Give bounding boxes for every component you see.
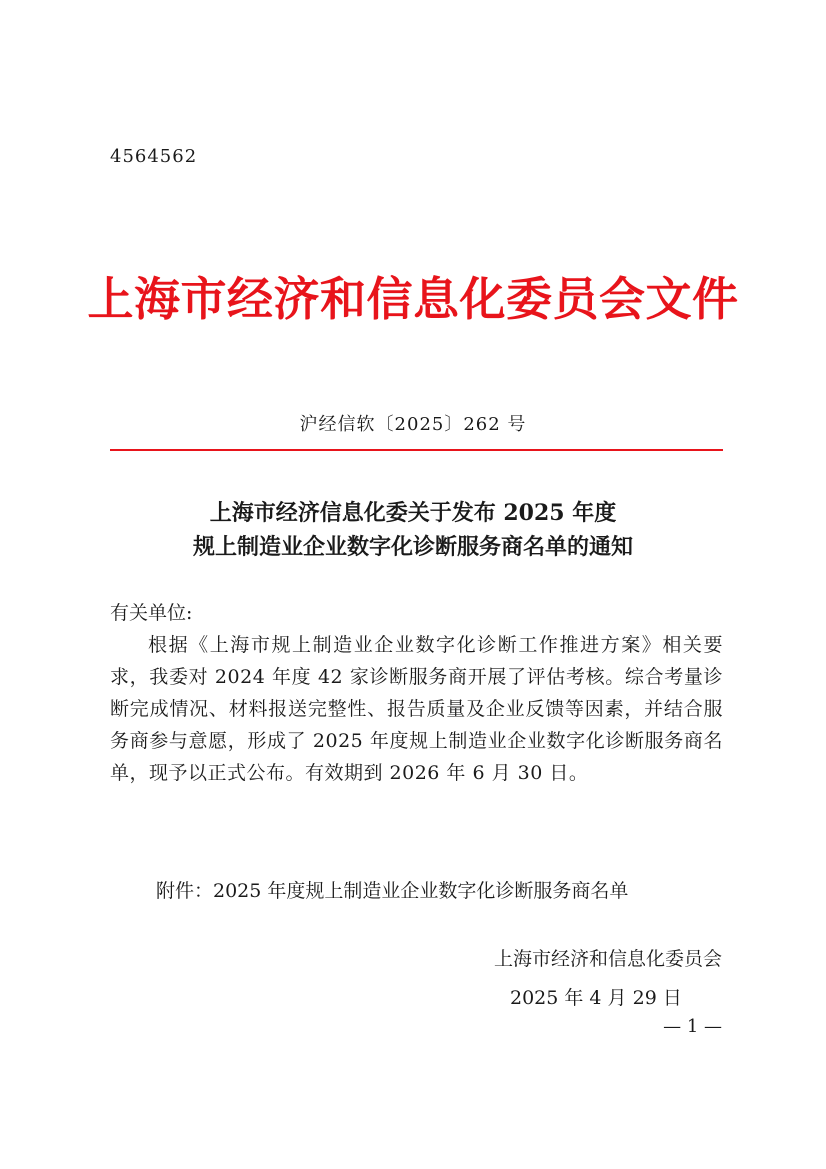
attachment-line: 附件：2025 年度规上制造业企业数字化诊断服务商名单 bbox=[156, 880, 629, 902]
notice-title-line-1: 上海市经济信息化委关于发布 2025 年度 bbox=[209, 500, 617, 526]
addressee: 有关单位: bbox=[110, 602, 193, 624]
issue-date: 2025 年 4 月 29 日 bbox=[510, 987, 682, 1009]
issuing-authority-header: 上海市经济和信息化委员会文件 bbox=[87, 272, 739, 326]
signatory: 上海市经济和信息化委员会 bbox=[493, 948, 722, 970]
body-paragraph: 根据《上海市规上制造业企业数字化诊断工作推进方案》相关要求，我委对 2024 年度 42 家诊断服务商开展了评估考核。综合考量诊断完成情况、材料报送完整性、报告质量及企业反馈等因素，并结合服务商参与意愿，形成了 2025 年度规上制造业企业数字化诊断服务商名单，现予以正式公布。有效期到 2026 年 6 月 30 日。 bbox=[110, 634, 723, 784]
serial-number: 4564562 bbox=[110, 146, 198, 167]
notice-title-line-2: 规上制造业企业数字化诊断服务商名单的通知 bbox=[192, 534, 633, 560]
document-number: 沪经信软〔2025〕262 号 bbox=[299, 414, 527, 435]
red-divider-line bbox=[110, 449, 723, 451]
notice-title bbox=[0, 496, 826, 564]
page-number: — 1 — bbox=[663, 1016, 722, 1037]
